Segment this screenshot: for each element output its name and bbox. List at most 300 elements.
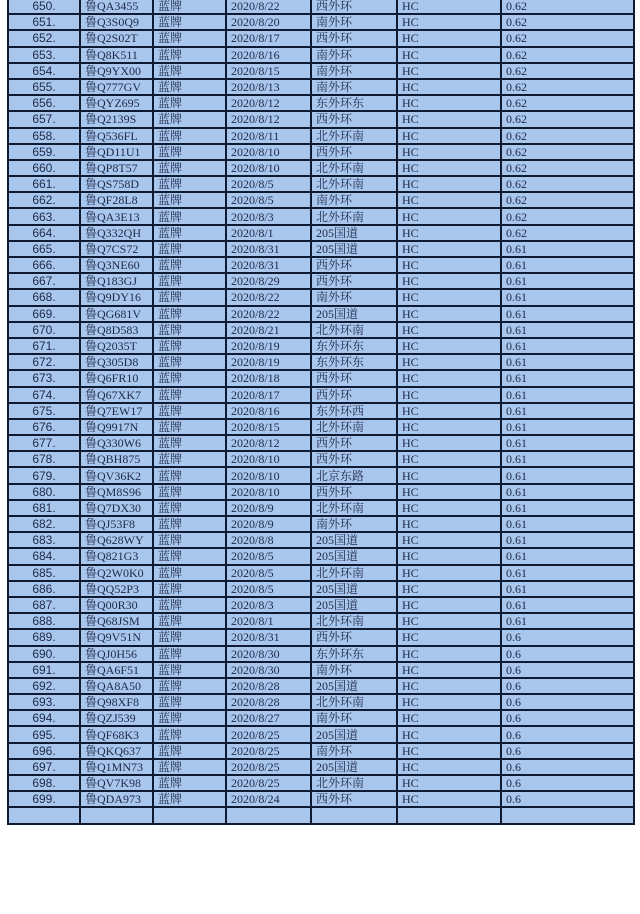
row-index-cell: 657. — [8, 111, 80, 127]
row-index-cell: 684. — [8, 548, 80, 564]
table-row — [8, 403, 634, 419]
plate-number-cell: 鲁Q821G3 — [80, 548, 153, 564]
plate-type-cell: 蓝牌 — [153, 47, 226, 63]
plate-type-cell: 蓝牌 — [153, 597, 226, 613]
plate-type-cell: 蓝牌 — [153, 338, 226, 354]
plate-number-cell: 鲁QP8T57 — [80, 160, 153, 176]
date-cell: 2020/8/9 — [226, 516, 311, 532]
pollutant-cell: HC — [397, 694, 501, 710]
road-location-cell: 北外环南 — [311, 419, 397, 435]
table-row — [8, 791, 634, 807]
date-cell: 2020/8/10 — [226, 451, 311, 467]
measured-value-cell: 0.62 — [501, 47, 634, 63]
measured-value-cell: 0.6 — [501, 726, 634, 742]
date-cell: 2020/8/21 — [226, 322, 311, 338]
plate-type-cell: 蓝牌 — [153, 775, 226, 791]
date-cell: 2020/8/9 — [226, 500, 311, 516]
date-cell: 2020/8/17 — [226, 387, 311, 403]
plate-type-cell: 蓝牌 — [153, 322, 226, 338]
measured-value-cell: 0.62 — [501, 63, 634, 79]
row-index-cell: 659. — [8, 144, 80, 160]
pollutant-cell: HC — [397, 613, 501, 629]
plate-number-cell: 鲁QKQ637 — [80, 743, 153, 759]
date-cell: 2020/8/31 — [226, 257, 311, 273]
pollutant-cell: HC — [397, 710, 501, 726]
pollutant-cell: HC — [397, 322, 501, 338]
plate-number-cell: 鲁QDA973 — [80, 791, 153, 807]
date-cell: 2020/8/5 — [226, 176, 311, 192]
pollutant-cell: HC — [397, 63, 501, 79]
plate-number-cell: 鲁Q7DX30 — [80, 500, 153, 516]
row-index-cell: 683. — [8, 532, 80, 548]
row-index-cell: 676. — [8, 419, 80, 435]
date-cell: 2020/8/30 — [226, 646, 311, 662]
road-location-cell: 南外环 — [311, 14, 397, 30]
row-index-cell: 654. — [8, 63, 80, 79]
plate-type-cell: 蓝牌 — [153, 354, 226, 370]
measured-value-cell: 0.6 — [501, 759, 634, 775]
measured-value-cell: 0.61 — [501, 419, 634, 435]
measured-value-cell: 0.62 — [501, 192, 634, 208]
row-index-cell: 655. — [8, 79, 80, 95]
measured-value-cell: 0.62 — [501, 144, 634, 160]
road-location-cell: 南外环 — [311, 743, 397, 759]
pollutant-cell: HC — [397, 289, 501, 305]
date-cell: 2020/8/27 — [226, 710, 311, 726]
date-cell: 2020/8/10 — [226, 160, 311, 176]
measured-value-cell: 0.6 — [501, 662, 634, 678]
road-location-cell: 205国道 — [311, 726, 397, 742]
row-index-cell — [8, 807, 80, 823]
table-row — [8, 435, 634, 451]
pollutant-cell: HC — [397, 484, 501, 500]
plate-number-cell: 鲁QYZ695 — [80, 95, 153, 111]
road-location-cell: 南外环 — [311, 47, 397, 63]
pollutant-cell: HC — [397, 79, 501, 95]
plate-number-cell: 鲁QA6F51 — [80, 662, 153, 678]
road-location-cell: 东外环东 — [311, 338, 397, 354]
plate-type-cell: 蓝牌 — [153, 144, 226, 160]
row-index-cell: 669. — [8, 306, 80, 322]
measured-value-cell: 0.61 — [501, 387, 634, 403]
road-location-cell: 西外环 — [311, 791, 397, 807]
row-index-cell: 667. — [8, 273, 80, 289]
table-row — [8, 726, 634, 742]
pollutant-cell: HC — [397, 759, 501, 775]
table-row — [8, 532, 634, 548]
row-index-cell: 679. — [8, 467, 80, 483]
date-cell: 2020/8/13 — [226, 79, 311, 95]
date-cell: 2020/8/20 — [226, 14, 311, 30]
road-location-cell: 西外环 — [311, 629, 397, 645]
table-row — [8, 646, 634, 662]
plate-number-cell: 鲁QV36K2 — [80, 467, 153, 483]
plate-type-cell: 蓝牌 — [153, 289, 226, 305]
road-location-cell: 东外环东 — [311, 95, 397, 111]
pollutant-cell: HC — [397, 467, 501, 483]
table-row — [8, 273, 634, 289]
row-index-cell: 663. — [8, 208, 80, 224]
plate-number-cell: 鲁QD11U1 — [80, 144, 153, 160]
plate-type-cell: 蓝牌 — [153, 128, 226, 144]
plate-type-cell: 蓝牌 — [153, 176, 226, 192]
plate-type-cell: 蓝牌 — [153, 726, 226, 742]
row-index-cell: 651. — [8, 14, 80, 30]
road-location-cell: 205国道 — [311, 548, 397, 564]
plate-number-cell: 鲁Q2139S — [80, 111, 153, 127]
table-row — [8, 565, 634, 581]
table-row — [8, 0, 634, 14]
pollutant-cell: HC — [397, 225, 501, 241]
measured-value-cell: 0.61 — [501, 451, 634, 467]
plate-type-cell: 蓝牌 — [153, 565, 226, 581]
table-row — [8, 467, 634, 483]
plate-number-cell: 鲁QJ0H56 — [80, 646, 153, 662]
row-index-cell: 661. — [8, 176, 80, 192]
date-cell: 2020/8/5 — [226, 548, 311, 564]
road-location-cell: 南外环 — [311, 192, 397, 208]
table-row — [8, 160, 634, 176]
table-row — [8, 225, 634, 241]
pollutant-cell: HC — [397, 14, 501, 30]
pollutant-cell: HC — [397, 791, 501, 807]
date-cell: 2020/8/10 — [226, 484, 311, 500]
road-location-cell: 205国道 — [311, 306, 397, 322]
plate-number-cell: 鲁Q68JSM — [80, 613, 153, 629]
measured-value-cell: 0.61 — [501, 338, 634, 354]
measured-value-cell: 0.61 — [501, 500, 634, 516]
measured-value-cell: 0.61 — [501, 241, 634, 257]
table-row — [8, 613, 634, 629]
date-cell: 2020/8/3 — [226, 208, 311, 224]
plate-type-cell: 蓝牌 — [153, 629, 226, 645]
row-index-cell: 665. — [8, 241, 80, 257]
table-row — [8, 111, 634, 127]
table-row — [8, 192, 634, 208]
table-row — [8, 678, 634, 694]
road-location-cell: 西外环 — [311, 0, 397, 14]
date-cell: 2020/8/22 — [226, 289, 311, 305]
pollutant-cell: HC — [397, 597, 501, 613]
pollutant-cell: HC — [397, 257, 501, 273]
pollutant-cell: HC — [397, 241, 501, 257]
measured-value-cell: 0.61 — [501, 532, 634, 548]
plate-number-cell: 鲁Q9YX00 — [80, 63, 153, 79]
table-row — [8, 241, 634, 257]
plate-type-cell — [153, 807, 226, 823]
plate-type-cell: 蓝牌 — [153, 516, 226, 532]
pollutant-cell: HC — [397, 403, 501, 419]
plate-type-cell: 蓝牌 — [153, 0, 226, 14]
measured-value-cell: 0.62 — [501, 208, 634, 224]
plate-type-cell: 蓝牌 — [153, 208, 226, 224]
table-row — [8, 354, 634, 370]
plate-type-cell: 蓝牌 — [153, 435, 226, 451]
plate-number-cell: 鲁Q183GJ — [80, 273, 153, 289]
measured-value-cell: 0.61 — [501, 548, 634, 564]
pollutant-cell: HC — [397, 451, 501, 467]
plate-number-cell: 鲁Q9DY16 — [80, 289, 153, 305]
road-location-cell: 205国道 — [311, 759, 397, 775]
pollutant-cell: HC — [397, 176, 501, 192]
row-index-cell: 696. — [8, 743, 80, 759]
pollutant-cell: HC — [397, 30, 501, 46]
road-location-cell: 西外环 — [311, 273, 397, 289]
measured-value-cell: 0.62 — [501, 128, 634, 144]
row-index-cell: 674. — [8, 387, 80, 403]
plate-type-cell: 蓝牌 — [153, 63, 226, 79]
plate-type-cell: 蓝牌 — [153, 14, 226, 30]
date-cell: 2020/8/11 — [226, 128, 311, 144]
plate-number-cell: 鲁QQ52P3 — [80, 581, 153, 597]
table-row — [8, 662, 634, 678]
road-location-cell: 205国道 — [311, 597, 397, 613]
road-location-cell: 北外环南 — [311, 128, 397, 144]
row-index-cell: 670. — [8, 322, 80, 338]
date-cell: 2020/8/30 — [226, 662, 311, 678]
plate-type-cell: 蓝牌 — [153, 160, 226, 176]
pollutant-cell: HC — [397, 370, 501, 386]
date-cell: 2020/8/1 — [226, 225, 311, 241]
plate-type-cell: 蓝牌 — [153, 273, 226, 289]
plate-number-cell: 鲁Q3S0Q9 — [80, 14, 153, 30]
row-index-cell: 660. — [8, 160, 80, 176]
measured-value-cell: 0.62 — [501, 160, 634, 176]
row-index-cell: 678. — [8, 451, 80, 467]
road-location-cell: 西外环 — [311, 111, 397, 127]
row-index-cell: 681. — [8, 500, 80, 516]
road-location-cell: 南外环 — [311, 289, 397, 305]
table-row — [8, 629, 634, 645]
row-index-cell: 697. — [8, 759, 80, 775]
table-row — [8, 128, 634, 144]
pollutant-cell: HC — [397, 192, 501, 208]
table-row — [8, 63, 634, 79]
date-cell: 2020/8/31 — [226, 629, 311, 645]
row-index-cell: 658. — [8, 128, 80, 144]
pollutant-cell: HC — [397, 775, 501, 791]
pollutant-cell: HC — [397, 662, 501, 678]
plate-number-cell: 鲁Q8D583 — [80, 322, 153, 338]
plate-number-cell: 鲁Q2W0K0 — [80, 565, 153, 581]
road-location-cell — [311, 807, 397, 823]
table-row — [8, 548, 634, 564]
road-location-cell: 205国道 — [311, 225, 397, 241]
measured-value-cell: 0.61 — [501, 581, 634, 597]
plate-type-cell: 蓝牌 — [153, 743, 226, 759]
road-location-cell: 205国道 — [311, 581, 397, 597]
plate-type-cell: 蓝牌 — [153, 403, 226, 419]
plate-type-cell: 蓝牌 — [153, 95, 226, 111]
plate-number-cell: 鲁Q777GV — [80, 79, 153, 95]
road-location-cell: 西外环 — [311, 30, 397, 46]
measured-value-cell: 0.61 — [501, 613, 634, 629]
date-cell: 2020/8/1 — [226, 613, 311, 629]
table-row — [8, 710, 634, 726]
row-index-cell: 675. — [8, 403, 80, 419]
road-location-cell: 北外环南 — [311, 565, 397, 581]
pollutant-cell: HC — [397, 548, 501, 564]
row-index-cell: 650. — [8, 0, 80, 14]
plate-number-cell: 鲁Q536FL — [80, 128, 153, 144]
measured-value-cell: 0.62 — [501, 225, 634, 241]
row-index-cell: 656. — [8, 95, 80, 111]
row-index-cell: 685. — [8, 565, 80, 581]
plate-type-cell: 蓝牌 — [153, 370, 226, 386]
plate-type-cell: 蓝牌 — [153, 387, 226, 403]
pollutant-cell: HC — [397, 565, 501, 581]
date-cell: 2020/8/22 — [226, 0, 311, 14]
table-row — [8, 79, 634, 95]
measured-value-cell: 0.61 — [501, 597, 634, 613]
road-location-cell: 205国道 — [311, 241, 397, 257]
road-location-cell: 西外环 — [311, 144, 397, 160]
table-row — [8, 597, 634, 613]
plate-number-cell: 鲁Q6FR10 — [80, 370, 153, 386]
measured-value-cell: 0.62 — [501, 95, 634, 111]
date-cell: 2020/8/15 — [226, 63, 311, 79]
road-location-cell: 北京东路 — [311, 467, 397, 483]
row-index-cell: 692. — [8, 678, 80, 694]
measured-value-cell: 0.61 — [501, 403, 634, 419]
date-cell: 2020/8/5 — [226, 565, 311, 581]
measured-value-cell: 0.6 — [501, 646, 634, 662]
measured-value-cell: 0.62 — [501, 176, 634, 192]
measured-value-cell: 0.61 — [501, 467, 634, 483]
road-location-cell: 南外环 — [311, 63, 397, 79]
table-row — [8, 176, 634, 192]
plate-type-cell: 蓝牌 — [153, 192, 226, 208]
road-location-cell: 南外环 — [311, 662, 397, 678]
measured-value-cell: 0.6 — [501, 694, 634, 710]
measured-value-cell: 0.61 — [501, 484, 634, 500]
table-row — [8, 807, 634, 823]
plate-number-cell: 鲁QS758D — [80, 176, 153, 192]
row-index-cell: 695. — [8, 726, 80, 742]
date-cell: 2020/8/10 — [226, 467, 311, 483]
table-row — [8, 370, 634, 386]
plate-type-cell: 蓝牌 — [153, 791, 226, 807]
row-index-cell: 653. — [8, 47, 80, 63]
date-cell: 2020/8/25 — [226, 743, 311, 759]
plate-type-cell: 蓝牌 — [153, 500, 226, 516]
date-cell: 2020/8/28 — [226, 694, 311, 710]
table-row — [8, 144, 634, 160]
road-location-cell: 西外环 — [311, 370, 397, 386]
date-cell: 2020/8/16 — [226, 403, 311, 419]
road-location-cell: 东外环东 — [311, 646, 397, 662]
date-cell: 2020/8/12 — [226, 95, 311, 111]
date-cell: 2020/8/24 — [226, 791, 311, 807]
road-location-cell: 西外环 — [311, 387, 397, 403]
pollutant-cell: HC — [397, 678, 501, 694]
pollutant-cell: HC — [397, 354, 501, 370]
measured-value-cell: 0.61 — [501, 565, 634, 581]
pollutant-cell: HC — [397, 0, 501, 14]
row-index-cell: 698. — [8, 775, 80, 791]
plate-type-cell: 蓝牌 — [153, 484, 226, 500]
table-row — [8, 775, 634, 791]
road-location-cell: 南外环 — [311, 79, 397, 95]
pollutant-cell: HC — [397, 387, 501, 403]
plate-number-cell: 鲁Q330W6 — [80, 435, 153, 451]
table-body — [8, 0, 634, 824]
pollutant-cell: HC — [397, 47, 501, 63]
row-index-cell: 688. — [8, 613, 80, 629]
measured-value-cell: 0.62 — [501, 14, 634, 30]
road-location-cell: 北外环南 — [311, 160, 397, 176]
road-location-cell: 东外环东 — [311, 354, 397, 370]
date-cell: 2020/8/5 — [226, 192, 311, 208]
date-cell: 2020/8/25 — [226, 726, 311, 742]
measured-value-cell: 0.61 — [501, 435, 634, 451]
plate-number-cell: 鲁QF28L8 — [80, 192, 153, 208]
plate-number-cell: 鲁Q3NE60 — [80, 257, 153, 273]
road-location-cell: 西外环 — [311, 451, 397, 467]
plate-number-cell: 鲁QF68K3 — [80, 726, 153, 742]
measured-value-cell: 0.61 — [501, 354, 634, 370]
road-location-cell: 西外环 — [311, 484, 397, 500]
plate-type-cell: 蓝牌 — [153, 257, 226, 273]
date-cell: 2020/8/10 — [226, 144, 311, 160]
plate-number-cell: 鲁QA8A50 — [80, 678, 153, 694]
road-location-cell: 西外环 — [311, 435, 397, 451]
row-index-cell: 652. — [8, 30, 80, 46]
row-index-cell: 689. — [8, 629, 80, 645]
plate-type-cell: 蓝牌 — [153, 532, 226, 548]
table-row — [8, 306, 634, 322]
date-cell: 2020/8/5 — [226, 581, 311, 597]
date-cell: 2020/8/25 — [226, 759, 311, 775]
measured-value-cell: 0.61 — [501, 322, 634, 338]
plate-type-cell: 蓝牌 — [153, 548, 226, 564]
pollutant-cell: HC — [397, 144, 501, 160]
road-location-cell: 北外环南 — [311, 775, 397, 791]
table-row — [8, 759, 634, 775]
table-row — [8, 208, 634, 224]
road-location-cell: 东外环西 — [311, 403, 397, 419]
table-row — [8, 419, 634, 435]
plate-type-cell: 蓝牌 — [153, 30, 226, 46]
measured-value-cell: 0.62 — [501, 30, 634, 46]
table-row — [8, 484, 634, 500]
row-index-cell: 682. — [8, 516, 80, 532]
road-location-cell: 北外环南 — [311, 613, 397, 629]
road-location-cell: 北外环南 — [311, 500, 397, 516]
plate-type-cell: 蓝牌 — [153, 710, 226, 726]
pollutant-cell: HC — [397, 95, 501, 111]
table-row — [8, 338, 634, 354]
pollutant-cell: HC — [397, 306, 501, 322]
plate-number-cell: 鲁Q98XF8 — [80, 694, 153, 710]
date-cell: 2020/8/19 — [226, 338, 311, 354]
plate-type-cell: 蓝牌 — [153, 306, 226, 322]
row-index-cell: 673. — [8, 370, 80, 386]
date-cell: 2020/8/3 — [226, 597, 311, 613]
measured-value-cell: 0.61 — [501, 516, 634, 532]
plate-number-cell: 鲁QJ53F8 — [80, 516, 153, 532]
pollutant-cell: HC — [397, 338, 501, 354]
plate-type-cell: 蓝牌 — [153, 419, 226, 435]
date-cell: 2020/8/19 — [226, 354, 311, 370]
pollutant-cell: HC — [397, 532, 501, 548]
measured-value-cell: 0.6 — [501, 791, 634, 807]
plate-type-cell: 蓝牌 — [153, 759, 226, 775]
road-location-cell: 南外环 — [311, 516, 397, 532]
measured-value-cell: 0.6 — [501, 629, 634, 645]
measured-value-cell: 0.6 — [501, 775, 634, 791]
table-row — [8, 289, 634, 305]
